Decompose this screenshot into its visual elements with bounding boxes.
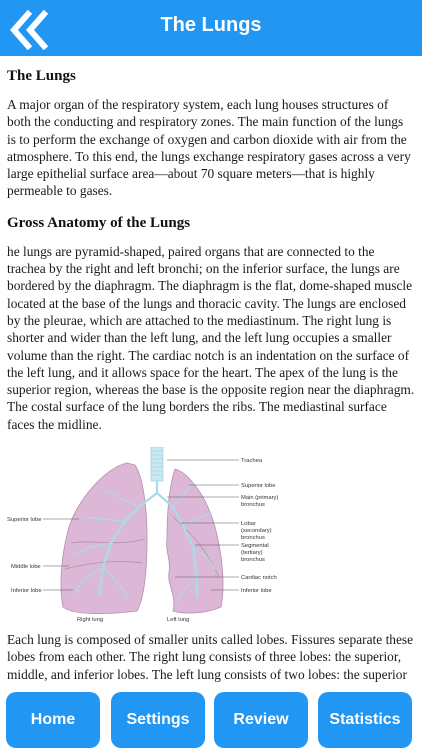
label-segmental-2: (tertiary) [241, 550, 263, 557]
label-segmental-3: bronchus [241, 557, 265, 564]
tab-statistics[interactable]: Statistics [318, 692, 412, 748]
label-trachea: Trachea [241, 458, 263, 465]
paragraph-lungs: A major organ of the respiratory system, each lung houses structures of both the conducting and respiratory zones. The main function of the lungs is to perform the exchange of oxygen and carbon dioxide with air from the atmosphere. To this end, the lungs exchange respiratory gases across a very large epithelial surface area—about 70 square meters—that is highly permeable to gases. [7, 97, 411, 199]
section-title-lungs: The Lungs [7, 68, 76, 84]
label-inferior-lobe-right: Inferior lobe [11, 588, 42, 595]
label-superior-lobe-right: Superior lobe [7, 517, 42, 524]
paragraph-lobes: Each lung is composed of smaller units called lobes. Fissures separate these lobes from each other. The right lung consists of three lobes: the superior, middle, and inferior lobes. The left lung consists of two lobes: the superior [7, 632, 414, 682]
label-lobar-2: (secondary) [241, 528, 272, 535]
page-title: The Lungs [160, 14, 262, 36]
label-left-lung: Left lung [167, 617, 190, 624]
article-content[interactable] [0, 56, 422, 682]
label-segmental-1: Segmental [241, 543, 269, 550]
bottom-tab-bar [0, 682, 422, 750]
left-lung-shape [167, 469, 223, 613]
tab-settings[interactable]: Settings [111, 692, 205, 748]
label-main-bronchus-1: Main (primary) [241, 495, 279, 502]
label-middle-lobe: Middle lobe [11, 564, 41, 571]
label-lobar-1: Lobar [241, 521, 256, 528]
lungs-diagram [7, 447, 415, 627]
label-main-bronchus-2: bronchus [241, 502, 265, 509]
right-lung-shape [61, 463, 147, 614]
paragraph-gross-anatomy: he lungs are pyramid-shaped, paired organs that are connected to the trachea by the right and left bronchi; on the inferior surface, the lungs are bordered by the diaphragm. The diaphragm is the flat, dome-shaped muscle located at the base of the lungs and thoracic cavity. The lungs are enclosed by the pleurae, which are attached to the mediastinum. The right lung is shorter and wider than the left lung, and the left lung occupies a smaller volume than the right. The cardiac notch is an indentation on the surface of the left lung, and it allows space for the heart. The apex of the lung is the superior region, whereas the base is the opposite region near the diaphragm. The costal surface of the lung borders the ribs. The mediastinal surface faces the midline. [7, 243, 415, 432]
label-cardiac-notch: Cardiac notch [241, 575, 277, 582]
tab-review[interactable]: Review [214, 692, 308, 748]
tab-home[interactable]: Home [6, 692, 100, 748]
label-lobar-3: bronchus [241, 535, 265, 542]
label-right-lung: Right lung [77, 617, 104, 624]
section-title-gross-anatomy: Gross Anatomy of the Lungs [7, 214, 191, 231]
label-superior-lobe-left: Superior lobe [241, 483, 276, 490]
header-bar [0, 0, 422, 56]
label-inferior-lobe-left: Inferior lobe [241, 588, 272, 595]
